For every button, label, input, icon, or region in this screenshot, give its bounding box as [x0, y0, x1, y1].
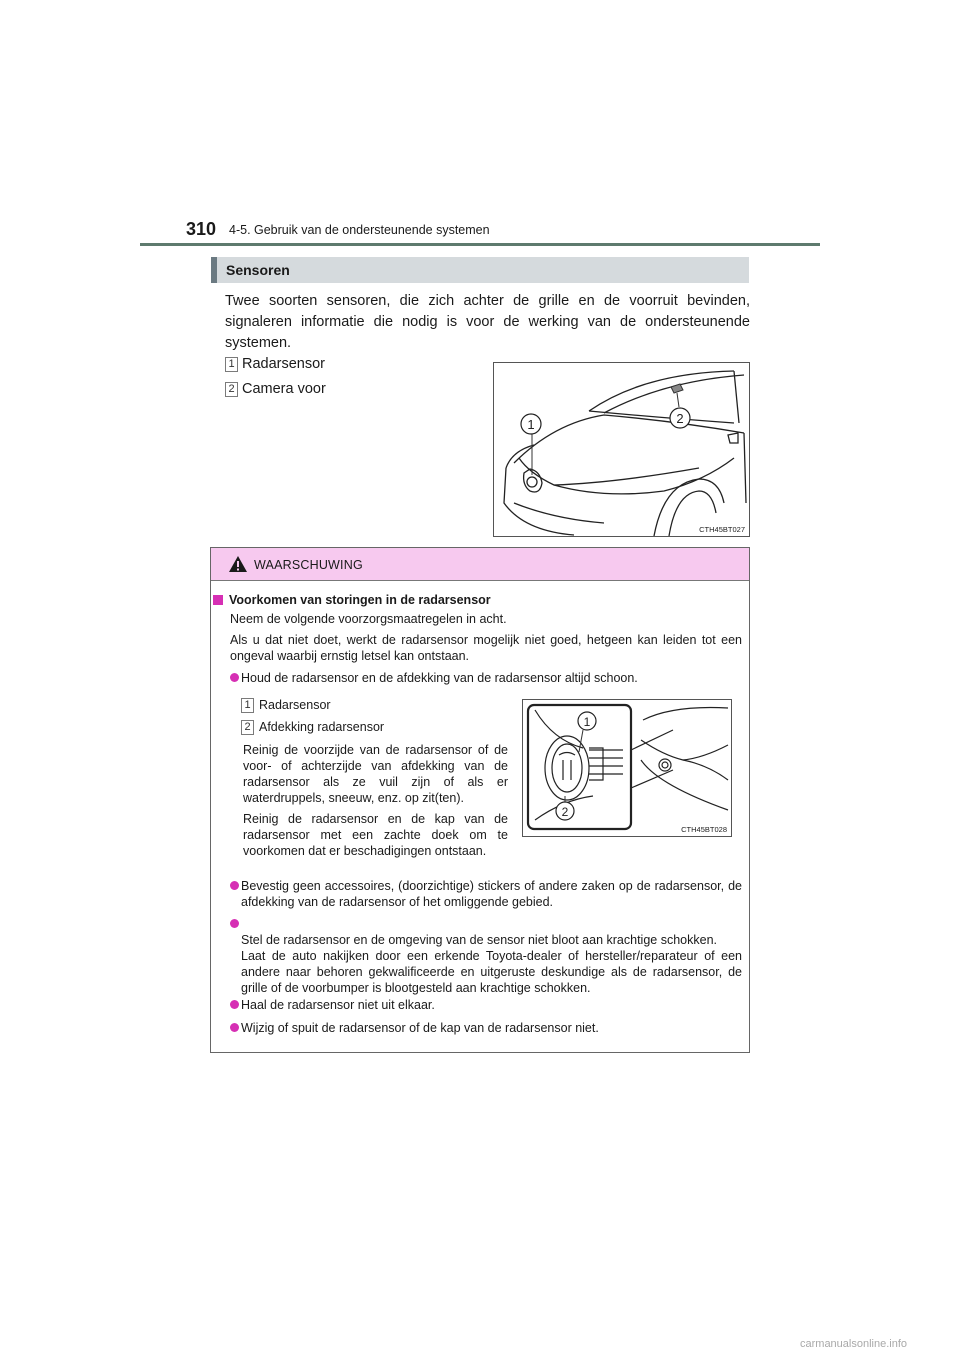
warning-legend-item-1 — [241, 698, 331, 713]
warning-paragraph-2: Als u dat niet doet, werkt de radarsensor mogelijk niet goed, hetgeen kan leiden tot een ongeval waarbij ernstig letsel kan ontstaan. — [230, 633, 742, 663]
bullet-dot-icon — [230, 919, 239, 928]
callout-2: 2 — [676, 411, 684, 426]
bullet-dot-icon — [230, 881, 239, 890]
legend-number: 1 — [241, 698, 254, 713]
warning-bullet-4 — [230, 997, 742, 1013]
warning-bullet-5 — [230, 1020, 742, 1036]
warning-heading — [213, 593, 491, 607]
bullet-text: Stel de radarsensor en de omgeving van de sensor niet bloot aan krachtige schokken. Laat de auto nakijken door een erkende Toyota-dealer of hersteller/reparateur of een andere naar behoren gekwalificeerde en uitgeruste deskundige als de radarsensor, de grille of de voorbumper is blootgesteld aan krachtige schokken. — [241, 933, 742, 995]
chapter-title: 4-5. Gebruik van de ondersteunende systemen — [229, 223, 490, 237]
radar-sensor-illustration — [522, 699, 732, 837]
legend-label: Afdekking radarsensor — [259, 720, 385, 734]
bullet-text: Haal de radarsensor niet uit elkaar. — [241, 998, 435, 1012]
warning-triangle-icon — [228, 555, 248, 573]
bullet-text: Bevestig geen accessoires, (doorzichtige) stickers of andere zaken op de radarsensor, de afdekking van de radarsensor of het omliggende gebied. — [241, 879, 742, 909]
legend-number: 1 — [225, 357, 238, 372]
warning-box — [210, 547, 750, 1053]
bullet-text: Houd de radarsensor en de afdekking van de radarsensor altijd schoon. — [241, 671, 638, 685]
legend-label: Camera voor — [242, 381, 326, 397]
callout-1: 1 — [527, 417, 535, 432]
warning-bullet-2 — [230, 878, 742, 910]
legend-number: 2 — [241, 720, 254, 735]
warning-paragraph-1: Neem de volgende voorzorgsmaatregelen in acht. — [230, 612, 507, 626]
legend-item-2 — [225, 381, 326, 397]
section-accent — [211, 257, 217, 283]
warning-title: WAARSCHUWING — [254, 558, 363, 572]
cleaning-instruction-2: Reinig de radarsensor en de kap van de radarsensor met een zachte doek om te voorkomen dat er beschadigingen ontstaan. — [243, 812, 508, 858]
section-intro: Twee soorten sensoren, die zich achter de grille en de voorruit bevinden, signaleren informatie die nodig is voor de werking van de ondersteunende systemen. — [225, 293, 750, 351]
figure-code: CTH45BT027 — [699, 525, 745, 534]
cleaning-instruction-1: Reinig de voorzijde van de radarsensor of de voor- of achterzijde van afdekking van de radarsensor als ze vuil zijn of als er waterdruppels, sneeuw, enz. op zit(ten). — [243, 743, 508, 805]
bullet-dot-icon — [230, 1023, 239, 1032]
warning-bullet-3 — [230, 916, 742, 996]
warning-legend-item-2 — [241, 720, 384, 735]
legend-label: Radarsensor — [259, 698, 331, 712]
legend-number: 2 — [225, 382, 238, 397]
header-divider — [140, 243, 820, 246]
legend-label: Radarsensor — [242, 356, 326, 372]
section-title: Sensoren — [226, 262, 290, 278]
warning-header — [211, 548, 749, 581]
watermark: carmanualsonline.info — [800, 1338, 908, 1350]
callout-1: 1 — [583, 715, 591, 729]
section-heading-bar — [211, 257, 749, 283]
bullet-dot-icon — [230, 1000, 239, 1009]
page-number: 310 — [186, 219, 217, 239]
warning-bullet-1 — [230, 670, 742, 686]
warning-heading-text: Voorkomen van storingen in de radarsensor — [229, 593, 491, 607]
bullet-dot-icon — [230, 673, 239, 682]
bullet-text: Wijzig of spuit de radarsensor of de kap van de radarsensor niet. — [241, 1021, 599, 1035]
car-front-illustration — [493, 362, 750, 537]
square-bullet-icon — [213, 595, 223, 605]
figure-code: CTH45BT028 — [681, 825, 727, 834]
legend-item-1 — [225, 356, 325, 372]
callout-2: 2 — [561, 805, 569, 819]
radar-sensor-drawing — [523, 700, 731, 836]
car-front-drawing — [494, 363, 749, 536]
